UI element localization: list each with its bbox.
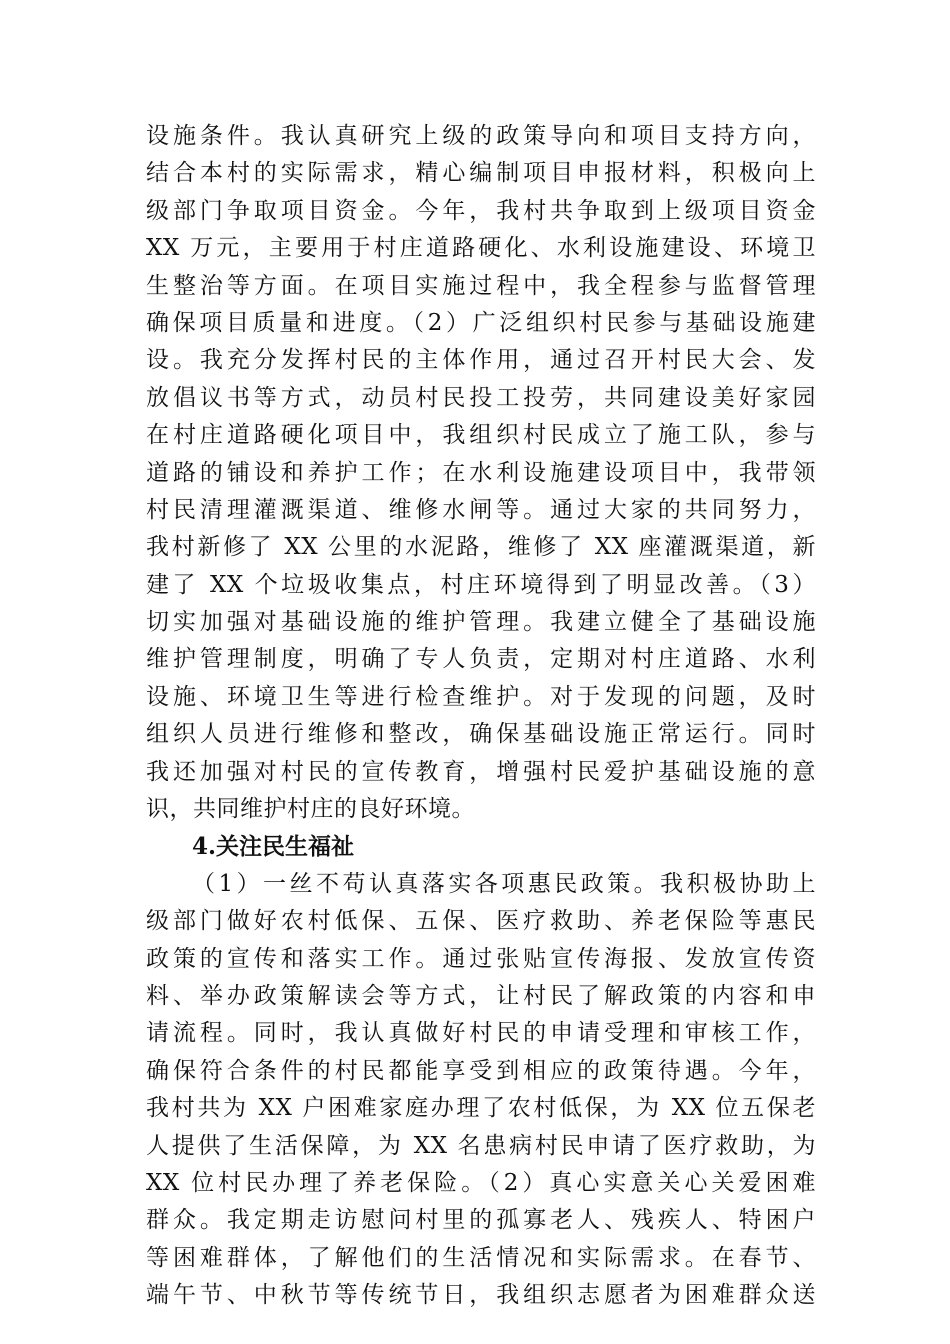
- text-line: 结合本村的实际需求，精心编制项目申报材料，积极向上: [146, 160, 816, 187]
- paragraph-infrastructure: [146, 118, 816, 1315]
- text-line: XX 万元，主要用于村庄道路硬化、水利设施建设、环境卫: [146, 235, 816, 262]
- text-line: 识，共同维护村庄的良好环境。: [146, 796, 475, 823]
- text-line: 我村新修了 XX 公里的水泥路，维修了 XX 座灌溉渠道，新: [146, 534, 816, 561]
- text-line: 级部门争取项目资金。今年，我村共争取到上级项目资金: [146, 197, 816, 224]
- text-line: 料、举办政策解读会等方式，让村民了解政策的内容和申: [146, 982, 816, 1009]
- text-line: 我还加强对村民的宣传教育，增强村民爱护基础设施的意: [146, 758, 816, 785]
- text-line: 等困难群体，了解他们的生活情况和实际需求。在春节、: [146, 1244, 816, 1271]
- text-line: 切实加强对基础设施的维护管理。我建立健全了基础设施: [146, 609, 816, 636]
- section-heading: 4.关注民生福祉: [192, 833, 355, 861]
- text-line: 级部门做好农村低保、五保、医疗救助、养老保险等惠民: [146, 908, 816, 935]
- text-line: （1）一丝不苟认真落实各项惠民政策。我积极协助上: [192, 870, 816, 897]
- text-line: 村民清理灌溉渠道、维修水闸等。通过大家的共同努力，: [146, 496, 816, 523]
- text-line: 组织人员进行维修和整改，确保基础设施正常运行。同时: [146, 721, 816, 748]
- text-line: 在村庄道路硬化项目中，我组织村民成立了施工队，参与: [146, 422, 816, 449]
- text-line: 确保符合条件的村民都能享受到相应的政策待遇。今年，: [146, 1057, 816, 1084]
- text-line: 放倡议书等方式，动员村民投工投劳，共同建设美好家园: [146, 384, 816, 411]
- text-line: 道路的铺设和养护工作；在水利设施建设项目中，我带领: [146, 459, 816, 486]
- text-line: 设。我充分发挥村民的主体作用，通过召开村民大会、发: [146, 347, 816, 374]
- text-line: 政策的宣传和落实工作。通过张贴宣传海报、发放宣传资: [146, 945, 816, 972]
- text-line: 端午节、中秋节等传统节日，我组织志愿者为困难群众送: [146, 1282, 816, 1309]
- text-line: 我村共为 XX 户困难家庭办理了农村低保，为 XX 位五保老: [146, 1095, 816, 1122]
- text-line: 人提供了生活保障，为 XX 名患病村民申请了医疗救助，为: [146, 1132, 816, 1159]
- text-line: 设施、环境卫生等进行检查维护。对于发现的问题，及时: [146, 683, 816, 710]
- text-line: 确保项目质量和进度。（2）广泛组织村民参与基础设施建: [146, 309, 816, 336]
- text-line: 维护管理制度，明确了专人负责，定期对村庄道路、水利: [146, 646, 816, 673]
- text-line: 设施条件。我认真研究上级的政策导向和项目支持方向，: [146, 123, 816, 149]
- text-line: 群众。我定期走访慰问村里的孤寡老人、残疾人、特困户: [146, 1207, 816, 1234]
- text-line: XX 位村民办理了养老保险。（2）真心实意关心关爱困难: [146, 1169, 816, 1196]
- text-line: 请流程。同时，我认真做好村民的申请受理和审核工作，: [146, 1020, 816, 1047]
- text-line: 生整治等方面。在项目实施过程中，我全程参与监督管理: [146, 272, 816, 299]
- text-line: 建了 XX 个垃圾收集点，村庄环境得到了明显改善。（3）: [146, 571, 816, 598]
